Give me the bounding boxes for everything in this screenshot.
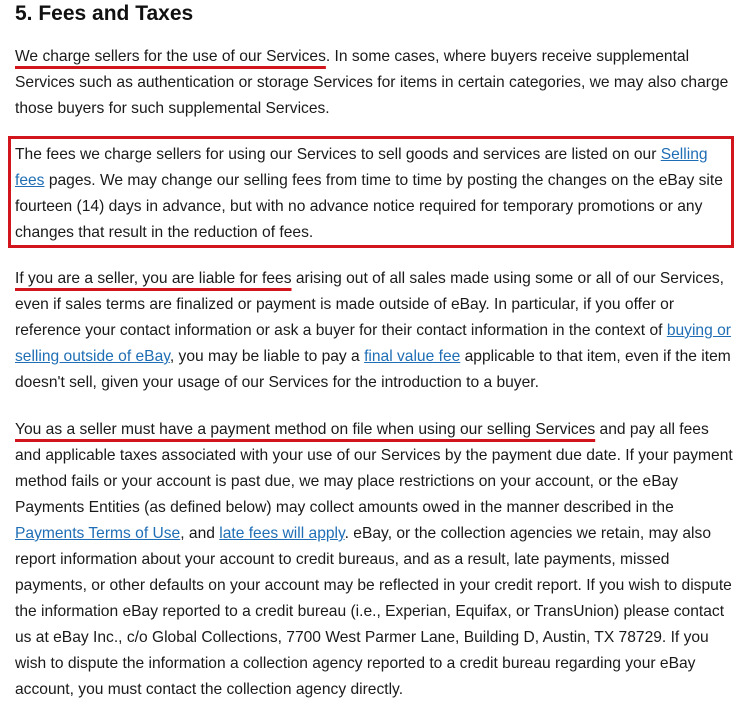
paragraph-text: . In some cases, where buyers receive supplemental Services such as authentication or storage Services for items in certain categories, we may also charge those buyers for such supplemental Services.	[15, 48, 729, 117]
paragraph-text: . eBay, or the collection agencies we retain, may also report information about your account to credit bureaus, and as a result, late payments, missed payments, or other defaults on your account may be reflected in your credit report. If you wish to dispute the information eBay reported to a credit bureau (i.e., Experian, Equifax, or TransUnion) please contact us at eBay Inc., c/o Global Collections, 7700 West Parmer Lane, Building D, Austin, TX 78729. If you wish to dispute the information a collection agency reported to a credit bureau regarding your eBay account, you must contact the collection agency directly.	[15, 525, 732, 698]
paragraph-text: arising out of all sales made using some or all of our Services, even if sales terms are finalized or payment is made outside of eBay. In particular, if you offer or reference your contact information or ask a buyer for their contact information in the context of	[15, 270, 725, 339]
paragraph-text: and pay all fees and applicable taxes associated with your use of our Services by the payment due date. If your payment method fails or your account is past due, we may place restrictions on your account, or the eBay Payments Entities (as defined below) may collect amounts owed in the manner described in the	[15, 421, 733, 516]
final-value-fee-link[interactable]: final value fee	[364, 348, 461, 365]
annotated-phrase: If you are a seller, you are liable for fees	[15, 270, 292, 287]
paragraph-text: The fees we charge sellers for using our Services to sell goods and services are listed on our	[15, 146, 661, 163]
paragraph-text: , you may be liable to pay a	[169, 348, 365, 365]
paragraph-seller-liability	[15, 266, 733, 396]
paragraph-fee-changes	[15, 142, 733, 246]
paragraph-text: , and	[180, 525, 220, 542]
paragraph-payment-method	[15, 417, 733, 703]
buying-selling-outside-link[interactable]: buying or selling outside of eBay	[15, 322, 731, 365]
late-fees-link[interactable]: late fees will apply	[219, 525, 345, 542]
paragraph-seller-fees	[15, 44, 733, 122]
payments-terms-link[interactable]: Payments Terms of Use	[15, 525, 181, 542]
annotated-phrase: We charge sellers for the use of our Services	[15, 48, 326, 65]
paragraph-text: applicable to that item, even if the item doesn't sell, given your usage of our Services for the introduction to a buyer.	[15, 348, 731, 391]
annotated-phrase: You as a seller must have a payment method on file when using our selling Services	[15, 421, 596, 438]
paragraph-text: pages. We may change our selling fees from time to time by posting the changes on the eBay site fourteen (14) days in advance, but with no advance notice required for temporary promotions or any changes that result in the reduction of fees.	[15, 172, 723, 241]
selling-fees-link[interactable]: Selling fees	[15, 146, 708, 189]
section-heading: 5. Fees and Taxes	[15, 2, 194, 25]
